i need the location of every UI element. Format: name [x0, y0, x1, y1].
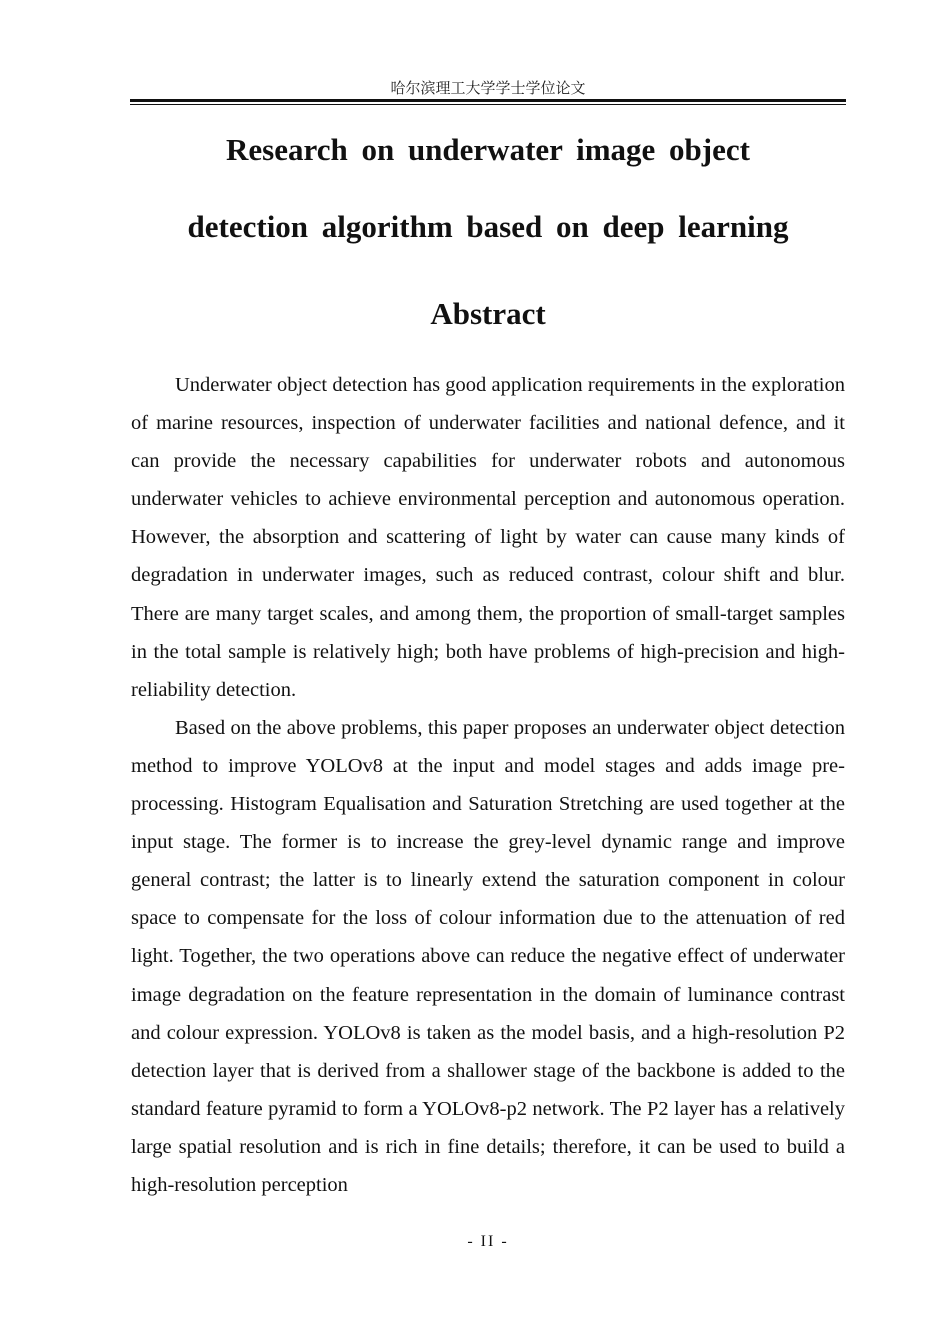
page-number: - II - — [467, 1233, 509, 1250]
header-rule-thin — [130, 104, 846, 105]
abstract-body — [131, 366, 845, 1204]
header-rule-thick — [130, 99, 846, 102]
abstract-paragraph: Based on the above problems, this paper proposes an underwater object detection method to improve YOLOv8 at the input and model stages and adds image pre-processing. Histogram Equalisation and Saturation Stretching are used together at the input stage. The former is to increase the grey-level dynamic range and improve general contrast; the latter is to linearly extend the saturation component in colour space to compensate for the loss of colour information due to the attenuation of red light. Together, the two operations above can reduce the negative effect of underwater image degradation on the feature representation in the domain of luminance contrast and colour expression. YOLOv8 is taken as the model basis, and a high-resolution P2 detection layer that is derived from a shallower stage of the backbone is added to the standard feature pyramid to form a YOLOv8-p2 network. The P2 layer has a relatively large spatial resolution and is rich in fine details; therefore, it can be used to build a high-resolution perception — [131, 716, 845, 1196]
thesis-title-line-1: Research on underwater image object — [226, 132, 750, 167]
thesis-title-line-2: detection algorithm based on deep learning — [187, 209, 789, 244]
running-header: 哈尔滨理工大学学士学位论文 — [390, 79, 586, 97]
abstract-paragraph: Underwater object detection has good application requirements in the exploration of marine resources, inspection of underwater facilities and national defence, and it can provide the necessary capabilities for underwater robots and autonomous underwater vehicles to achieve environmental perception and autonomous operation. However, the absorption and scattering of light by water can cause many kinds of degradation in underwater images, such as reduced contrast, colour shift and blur. There are many target scales, and among them, the proportion of small-target samples in the total sample is relatively high; both have problems of high-precision and high-reliability detection. — [131, 374, 845, 701]
abstract-heading: Abstract — [430, 296, 546, 331]
